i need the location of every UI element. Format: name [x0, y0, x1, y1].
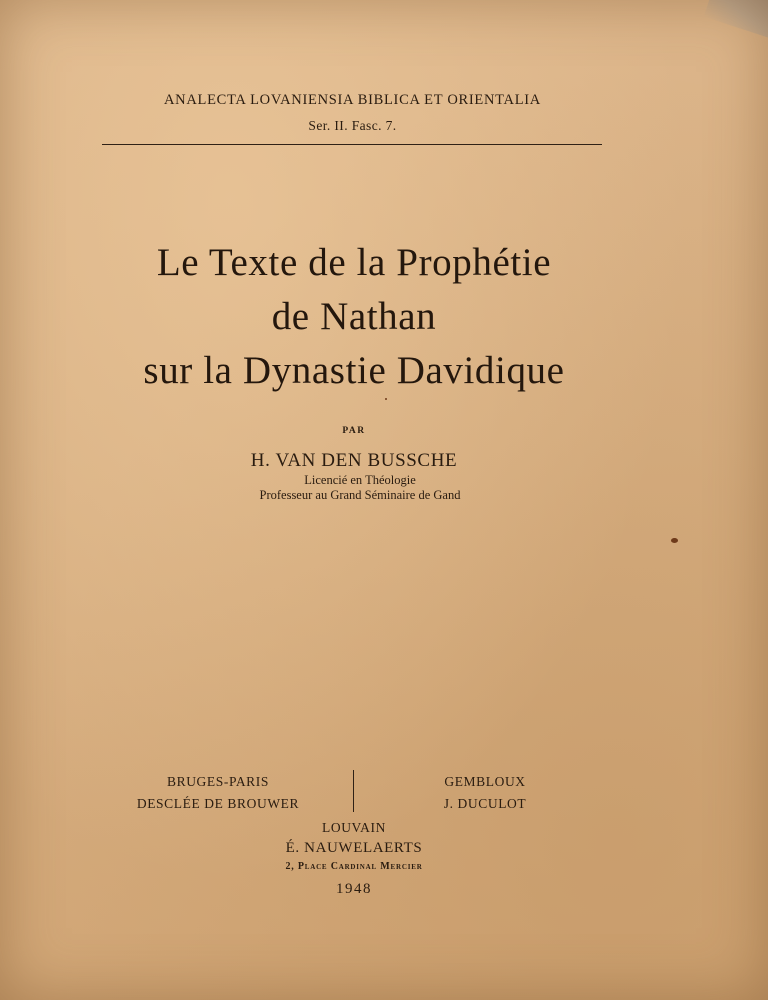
book-title-line-3: sur la Dynastie Davidique	[143, 349, 565, 392]
publisher-right-name: J. DUCULOT	[443, 796, 527, 811]
publisher-main-name: É. NAUWELAERTS	[285, 840, 423, 856]
header-rule	[102, 144, 602, 145]
publication-year: 1948	[336, 881, 372, 897]
publisher-divider	[353, 770, 354, 812]
publisher-left-city: BRUGES-PARIS	[167, 774, 269, 789]
publisher-main-city: LOUVAIN	[322, 820, 386, 835]
publisher-address: 2, Place Cardinal Mercier	[285, 861, 423, 872]
book-title-line-2: de Nathan	[271, 295, 437, 338]
worn-corner	[704, 0, 768, 41]
paper-stain	[671, 538, 678, 543]
book-title-line-1: Le Texte de la Prophétie	[156, 241, 552, 284]
publisher-right-city: GEMBLOUX	[444, 774, 526, 789]
paper-stain	[385, 398, 387, 400]
series-title: ANALECTA LOVANIENSIA BIBLICA ET ORIENTALIA	[164, 92, 541, 108]
series-number: Ser. II. Fasc. 7.	[308, 118, 397, 133]
author-credential-1: Licencié en Théologie	[304, 473, 416, 487]
publisher-left-name: DESCLÉE DE BROUWER	[136, 796, 300, 811]
author-name: H. VAN DEN BUSSCHE	[250, 450, 458, 471]
author-credential-2: Professeur au Grand Séminaire de Gand	[259, 488, 461, 502]
author-by-label: PAR	[342, 426, 366, 436]
